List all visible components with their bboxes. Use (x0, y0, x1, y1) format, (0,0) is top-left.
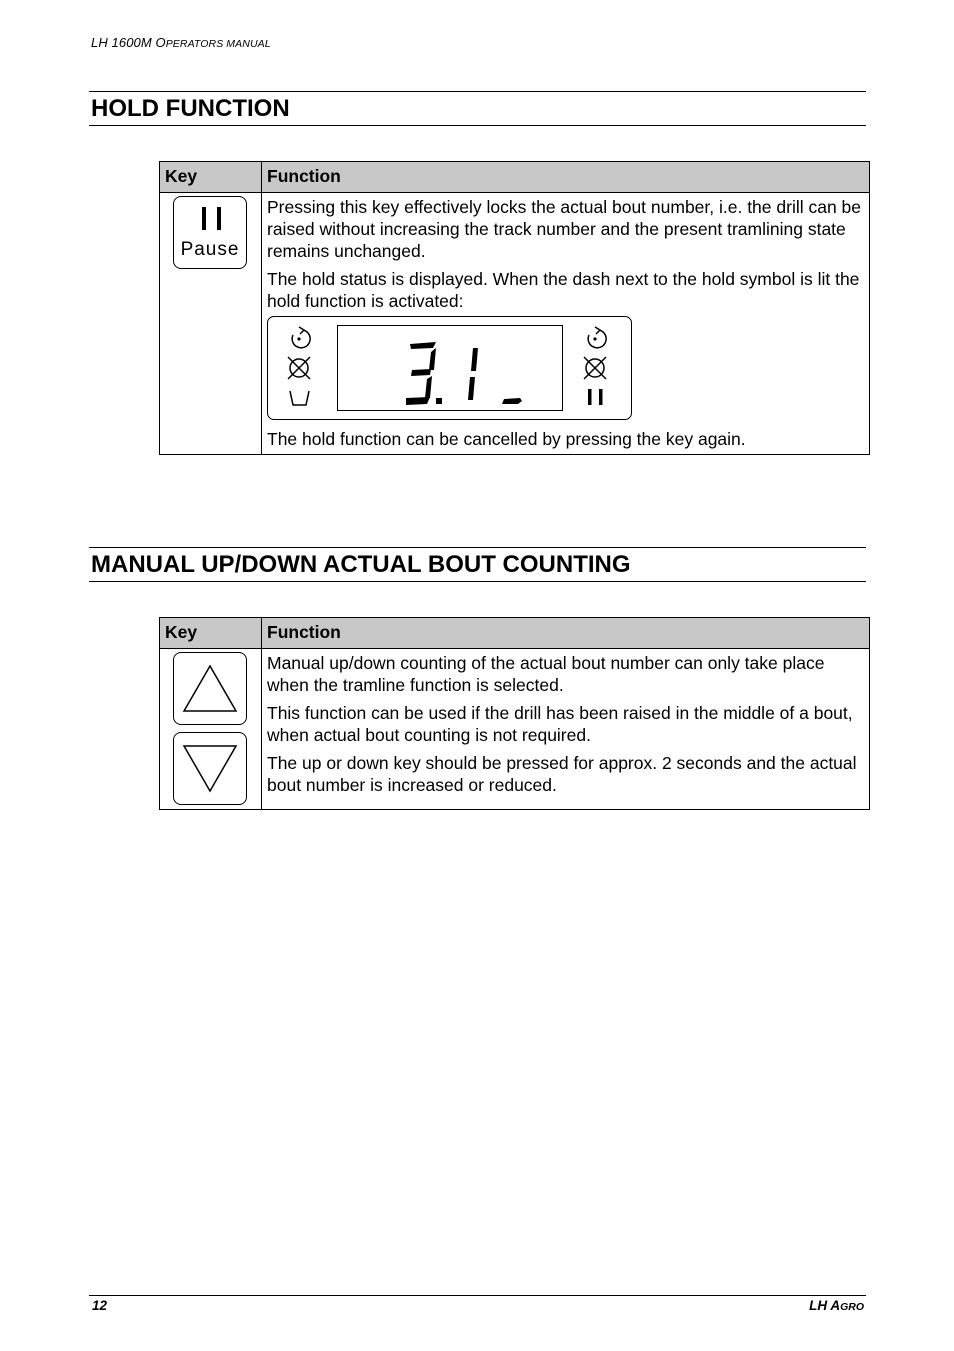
hold-pause-icon (588, 389, 603, 405)
seed-blocked-icon (584, 357, 606, 379)
hold-paragraph-2: The hold status is displayed. When the dash next to the hold symbol is lit the hold function is activated: (267, 269, 860, 311)
key-cell (160, 193, 262, 455)
pause-key-label: Pause (180, 239, 240, 260)
hold-dash-segment (502, 398, 522, 404)
table-header-row (160, 618, 870, 649)
lcd-display-panel (267, 316, 632, 420)
column-header-key: Key (160, 162, 262, 193)
header-smallcaps: PERATORS MANUAL (165, 38, 271, 50)
manual-paragraph-3: The up or down key should be pressed for approx. 2 seconds and the actual bout number is increased or reduced. (267, 753, 857, 795)
seed-blocked-icon (288, 357, 310, 379)
table-row (160, 193, 870, 455)
function-cell (262, 193, 870, 455)
column-header-key: Key (160, 618, 262, 649)
digit-3-segments (406, 342, 436, 405)
left-status-icons (284, 325, 324, 415)
lcd-digits (338, 326, 562, 410)
column-header-function: Function (262, 162, 870, 193)
footer-rule (89, 1295, 866, 1296)
decimal-point (436, 398, 442, 404)
table-header-row (160, 162, 870, 193)
running-header (91, 35, 271, 50)
pause-key[interactable] (173, 196, 247, 269)
footer-brand (809, 1298, 864, 1313)
up-key[interactable] (173, 652, 247, 725)
function-cell (262, 649, 870, 810)
lcd-screen (337, 325, 563, 411)
manual-counting-table (159, 617, 870, 810)
header-prefix: LH 1600M O (91, 35, 166, 50)
down-key[interactable] (173, 732, 247, 805)
manual-paragraph-1: Manual up/down counting of the actual bout number can only take place when the tramline function is selected. (267, 653, 825, 695)
hold-closing-paragraph: The hold function can be cancelled by pressing the key again. (267, 429, 746, 449)
triangle-up-icon (174, 653, 246, 724)
table-row (160, 649, 870, 810)
hold-paragraph-1: Pressing this key effectively locks the actual bout number, i.e. the drill can be raised without increasing the track number and the present tramlining state remains unchanged. (267, 197, 862, 261)
pause-icon (200, 207, 224, 231)
page-number: 12 (92, 1298, 108, 1313)
brand-smallcaps: GRO (840, 1301, 864, 1313)
digit-1-segments (468, 348, 478, 400)
hopper-icon (290, 391, 309, 405)
manual-paragraph-2: This function can be used if the drill has been raised in the middle of a bout, when actual bout counting is not required. (267, 703, 853, 745)
right-status-icons (580, 325, 620, 415)
column-header-function: Function (262, 618, 870, 649)
rotation-icon (588, 327, 606, 348)
rotation-icon (292, 327, 310, 348)
section-title-hold-function: HOLD FUNCTION (89, 91, 866, 126)
hold-function-table (159, 161, 870, 455)
key-cell (160, 649, 262, 810)
section-title-manual-up-down: MANUAL UP/DOWN ACTUAL BOUT COUNTING (89, 547, 866, 582)
brand-prefix: LH A (809, 1298, 841, 1313)
triangle-down-icon (174, 733, 246, 804)
